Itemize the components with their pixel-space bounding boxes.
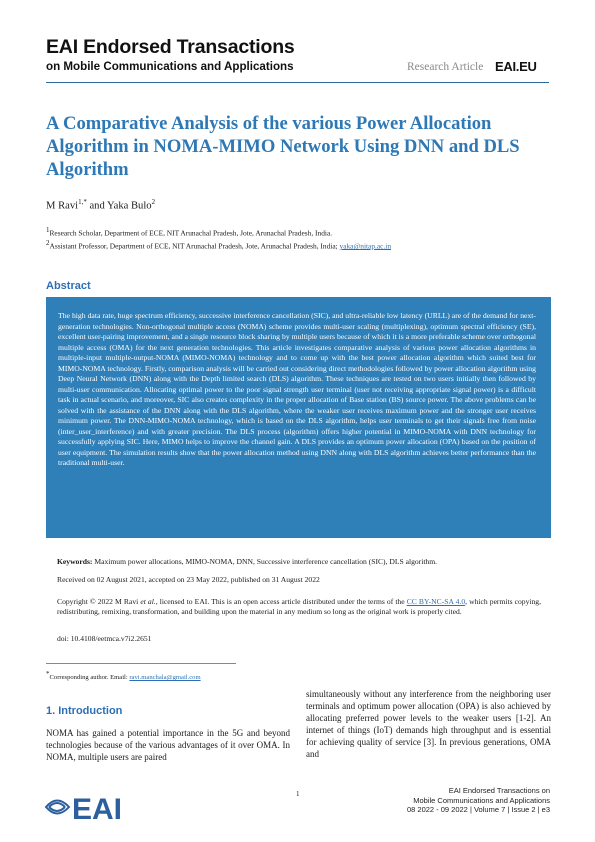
article-type-label: Research Article [407,61,484,73]
received-dates: Received on 02 August 2021, accepted on 23 May 2022, published on 31 August 2022 [57,575,320,584]
corresponding-author-footnote [46,670,201,681]
footer-journal-info [390,786,550,815]
logo-wordmark: EAI [72,793,123,826]
footer-line: Mobile Communications and Applications [413,795,550,805]
author-list [46,198,155,212]
author-affiliation-mark: 2 [151,198,156,206]
footer-line: EAI Endorsed Transactions on [448,786,550,795]
affiliation-number: 1 [46,226,50,234]
abstract-box [46,297,551,538]
footnote-mark: * [46,670,50,678]
page-number: 1 [296,790,300,798]
copyright-text: , which permits copying, redistributing, remixing, transformation, and building upon the material in any medium so long as the original work is properly cited. [57,597,542,617]
intro-right-column: simultaneously without any interference from the neighboring user terminals and optimum power allocation (OPA) is also achieved by allocating preferred power levels to the weaker users [1-2]. An internet of things (IoT) demands high throughput and is essential for achieving quality of service [3]. In previous generations, OMA and [306,689,551,759]
keywords-label: Keywords: [57,557,93,566]
doi: doi: 10.4108/eetmca.v7i2.2651 [57,634,152,643]
eai-logo-icon [43,788,139,826]
affiliation-text: Research Scholar, Department of ECE, NIT Arunachal Pradesh, Jote, Arunachal Pradesh, India. [49,228,333,238]
header-divider [46,82,549,83]
affiliation-2 [46,239,551,250]
intro-left-column: NOMA has gained a potential importance in the 5G and beyond technologies because of the various advantages of it over OMA. In NOMA, multiple users are paired [46,728,290,762]
copyright-text: Copyright © 2022 M Ravi [57,597,141,606]
section-heading: 1. Introduction [46,705,123,717]
author-conjunction: and [86,200,108,212]
footnote-divider [46,663,236,664]
paper-title: A Comparative Analysis of the various Power Allocation Algorithm in NOMA-MIMO Network Using DNN and DLS Algorithm [46,113,520,180]
copyright-notice [57,597,541,617]
affiliation-number: 2 [46,239,50,247]
copyright-etal: et al. [140,597,156,606]
affiliation-email-link[interactable]: yaka@nitap.ac.in [339,241,392,251]
journal-title: EAI Endorsed Transactions [46,36,295,58]
affiliation-1 [46,226,551,237]
footnote-text: Corresponding author. Email: [49,674,130,682]
eai-logo [43,788,139,826]
brand-label: EAI.EU [495,59,537,74]
abstract-text: The high data rate, huge spectrum efficiency, successive interference cancellation (SIC), and ultra-reliable low latency (URLL) are of the demand for next-generation technologies. Non-orthogonal multiple access (NOMA) scheme provides multi-user scaling (multiplexing), optimum spectral efficiency (SE), excellent user-pairing improvement, and a single resource block sharing by multiple users because of which it is a more preferable scheme over orthogonal multiple access (OMA) for the next generation technologies. This article investigates comparative analysis of various power allocation algorithms in multiple-input multiple-output-NOMA (MIMO-NOMA) technology and to come up with the best power allocation algorithm which suited best for MIMO-NOMA technology. Firstly, comparison analysis will be carried out considering direct methodologies followed by power allocation algorithm using Deep Neural Network (DNN) along with the Depth limited search (DLS) algorithm. These techniques are tested on two users initially then followed by multi-user communication. Allocating optimal power to the poor signal strength user terminal (user not receiving appropriate signal power) is a difficult task in actual scenario, and moreover, SIC also creates complexity in the proper allocation of Base station (BS) source power. The above problems can be solved with the assistance of the DNN along with the DLS algorithm, where the weaker user receives maximum power and the stronger user receives minimum power. The DNN-MIMO-NOMA technology, which is based on the DLS algorithm, helps user terminals to get their signals free from noise (inter_user_interference) and with greater precision. The DLS process (algorithm) offers higher potential in MIMO-NOMA with DNN technology for successfully applying SIC. Here, MIMO helps to improve the channel gain. A DLS provides an optimum power allocation (OPA) based on the position of user equipment. The simulation results show that the power allocation method using DNN along with DLS algorithm achieves better performance than the traditional multi-user. [58,311,536,467]
corresponding-email-link[interactable]: ravi.manchala@gmail.com [129,674,201,682]
journal-subtitle: on Mobile Communications and Applications [46,60,294,73]
author-name: M Ravi [46,200,79,212]
keywords-text: Maximum power allocations, MIMO-NOMA, DNN, Successive interference cancellation (SIC), DLS algorithm. [92,557,438,566]
footer-line: 08 2022 - 09 2022 | Volume 7 | Issue 2 | e3 [406,805,550,815]
keywords [57,557,541,567]
abstract-heading: Abstract [46,280,91,292]
copyright-text: , licensed to EAI. This is an open access article distributed under the terms of the [155,597,407,606]
author-name: Yaka Bulo [107,200,152,212]
affiliation-text: Assistant Professor, Department of ECE, NIT Arunachal Pradesh, Jote, Arunachal Pradesh, India; [49,241,340,251]
license-link[interactable]: CC BY-NC-SA 4.0 [406,597,466,606]
author-affiliation-mark: 1,* [78,198,87,206]
